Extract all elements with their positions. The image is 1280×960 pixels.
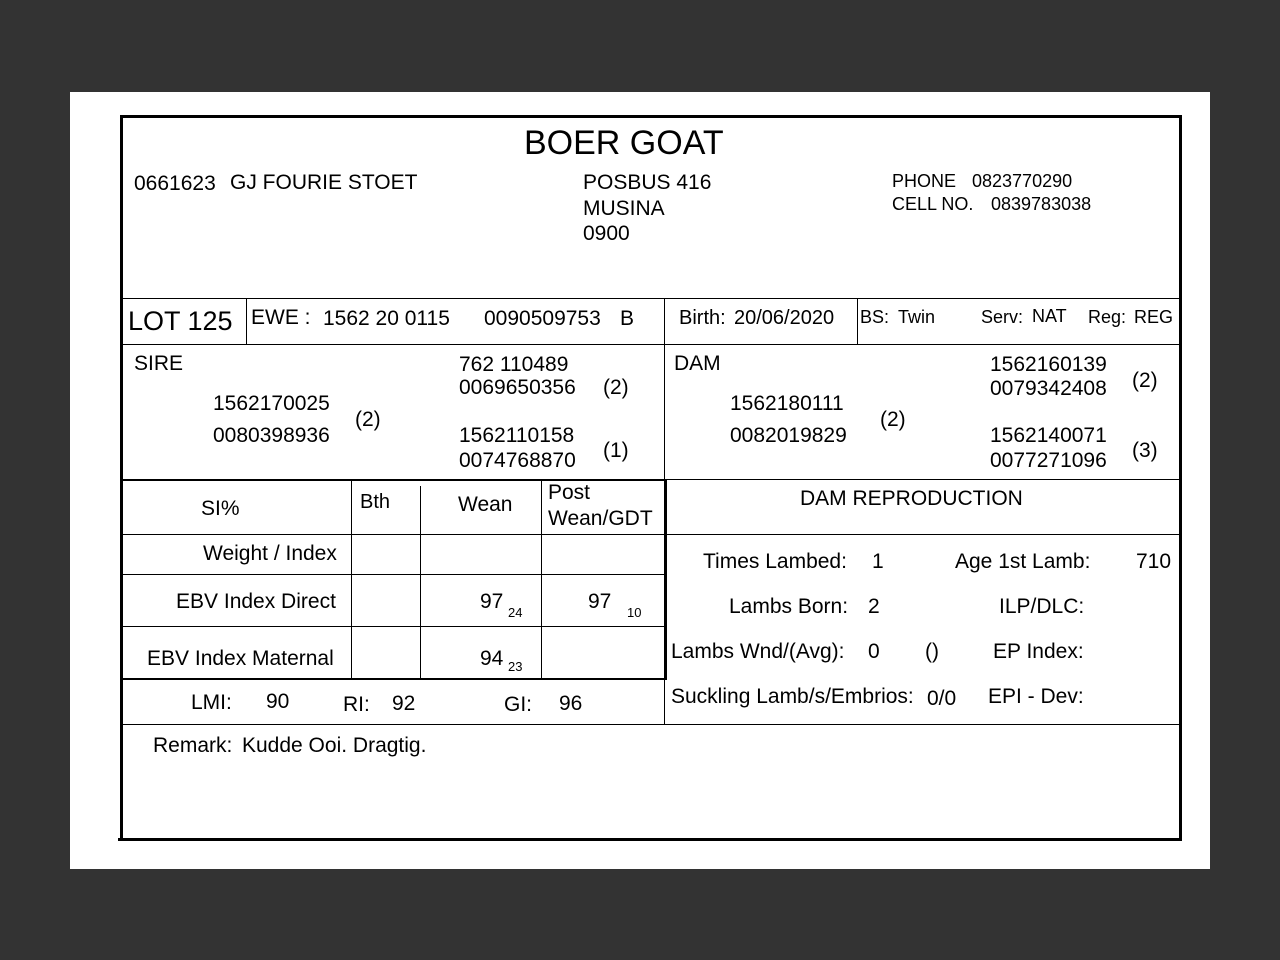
divider-pedigree-bottom-right: [664, 479, 1180, 480]
dam-sire-id2: 0079342408: [990, 377, 1107, 400]
address-line3: 0900: [583, 222, 630, 245]
lot-number: LOT 125: [128, 306, 233, 336]
col-header-wean: Wean: [458, 493, 513, 516]
divider-birth: [857, 298, 858, 344]
sire-dam-count: (1): [603, 439, 629, 462]
frame-left: [120, 115, 123, 841]
sire-id1: 1562170025: [213, 392, 330, 415]
bs-label: BS:: [860, 307, 890, 327]
cell-label: CELL NO.: [892, 194, 974, 214]
ri-label: RI:: [343, 693, 370, 716]
col-header-bth: Bth: [360, 491, 391, 513]
reg-value: REG: [1134, 307, 1174, 327]
ewe-number: 0090509753: [484, 307, 601, 330]
lambs-wnd-label: Lambs Wnd/(Avg):: [671, 640, 845, 663]
repro-title: DAM REPRODUCTION: [800, 487, 1023, 510]
lot-card: [70, 92, 1210, 869]
gi-label: GI:: [504, 693, 533, 716]
epi-label: EPI - Dev:: [988, 685, 1084, 708]
direct-post-sub: 10: [627, 605, 642, 620]
divider-indices-bottom: [122, 724, 1180, 725]
row-maternal-label: EBV Index Maternal: [147, 647, 334, 670]
dam-label: DAM: [674, 352, 721, 375]
breeder-code: 0661623: [134, 172, 216, 195]
divider-lot-bottom: [122, 344, 1180, 345]
times-lambed-value: 1: [872, 550, 884, 573]
divider-lot-top: [122, 298, 1180, 299]
sire-id2: 0080398936: [213, 424, 330, 447]
phone-number: 0823770290: [972, 171, 1073, 191]
lmi-value: 90: [266, 690, 290, 713]
divider-lot: [246, 298, 247, 344]
remark-label: Remark:: [153, 734, 233, 757]
col-header-post-wean: Wean/GDT: [548, 507, 653, 530]
dam-sire-count: (2): [1132, 369, 1158, 392]
dam-count: (2): [880, 408, 906, 431]
age-first-value: 710: [1136, 550, 1172, 573]
address-line2: MUSINA: [583, 197, 665, 220]
gi-value: 96: [559, 692, 583, 715]
sire-dam-id1: 1562110158: [459, 424, 575, 447]
sire-count: (2): [355, 408, 381, 431]
lambs-wnd-value: 0: [868, 640, 880, 663]
frame-right: [1179, 115, 1182, 841]
lambs-born-label: Lambs Born:: [729, 595, 849, 618]
dam-id1: 1562180111: [730, 392, 844, 415]
lmi-label: LMI:: [191, 691, 232, 714]
col-header-si: SI%: [201, 497, 240, 520]
row-direct-label: EBV Index Direct: [176, 590, 336, 613]
dam-sire-id1: 1562160139: [990, 353, 1107, 376]
maternal-wean-sub: 23: [508, 659, 523, 674]
sire-sire-count: (2): [603, 376, 629, 399]
maternal-wean-value: 94: [480, 647, 504, 670]
page-title: BOER GOAT: [524, 124, 724, 162]
direct-wean-value: 97: [480, 590, 504, 613]
address-line1: POSBUS 416: [583, 171, 712, 194]
sire-sire-id2: 0069650356: [459, 376, 576, 399]
suckling-value: 0/0: [927, 687, 957, 710]
frame-bottom: [118, 838, 1180, 841]
age-first-label: Age 1st Lamb:: [955, 550, 1091, 573]
sire-label: SIRE: [134, 352, 184, 375]
suckling-label: Suckling Lamb/s/Embrios:: [671, 685, 914, 708]
serv-label: Serv:: [981, 307, 1024, 327]
direct-post-value: 97: [588, 590, 612, 613]
bs-value: Twin: [898, 307, 936, 327]
phone-label: PHONE: [892, 171, 957, 191]
dam-dam-id2: 0077271096: [990, 449, 1107, 472]
sire-sire-id1: 762 110489: [459, 353, 569, 376]
lambs-born-value: 2: [868, 595, 880, 618]
breeder-name: GJ FOURIE STOET: [230, 171, 418, 194]
sire-dam-id2: 0074768870: [459, 449, 576, 472]
birth-date: 20/06/2020: [734, 307, 835, 329]
serv-value: NAT: [1032, 306, 1067, 326]
ep-label: EP Index:: [993, 640, 1084, 663]
dam-dam-count: (3): [1132, 439, 1158, 462]
direct-wean-sub: 24: [508, 605, 523, 620]
cell-number: 0839783038: [991, 194, 1092, 214]
birth-label: Birth:: [679, 307, 726, 329]
dam-dam-id1: 1562140071: [990, 424, 1107, 447]
reg-label: Reg:: [1088, 307, 1127, 327]
ri-value: 92: [392, 692, 416, 715]
ewe-label: EWE :: [251, 306, 311, 329]
ewe-id: 1562 20 0115: [323, 307, 450, 330]
remark-text: Kudde Ooi. Dragtig.: [242, 734, 427, 757]
dam-id2: 0082019829: [730, 424, 847, 447]
col-header-post: Post: [548, 481, 591, 504]
lambs-wnd-avg: (): [925, 640, 939, 663]
divider-ewe: [664, 298, 665, 344]
row-weight-label: Weight / Index: [203, 542, 337, 565]
ewe-suffix: B: [620, 307, 635, 330]
times-lambed-label: Times Lambed:: [703, 550, 847, 573]
frame-top: [120, 115, 1182, 118]
divider-repro-title: [664, 534, 1180, 535]
ilp-label: ILP/DLC:: [999, 595, 1085, 618]
